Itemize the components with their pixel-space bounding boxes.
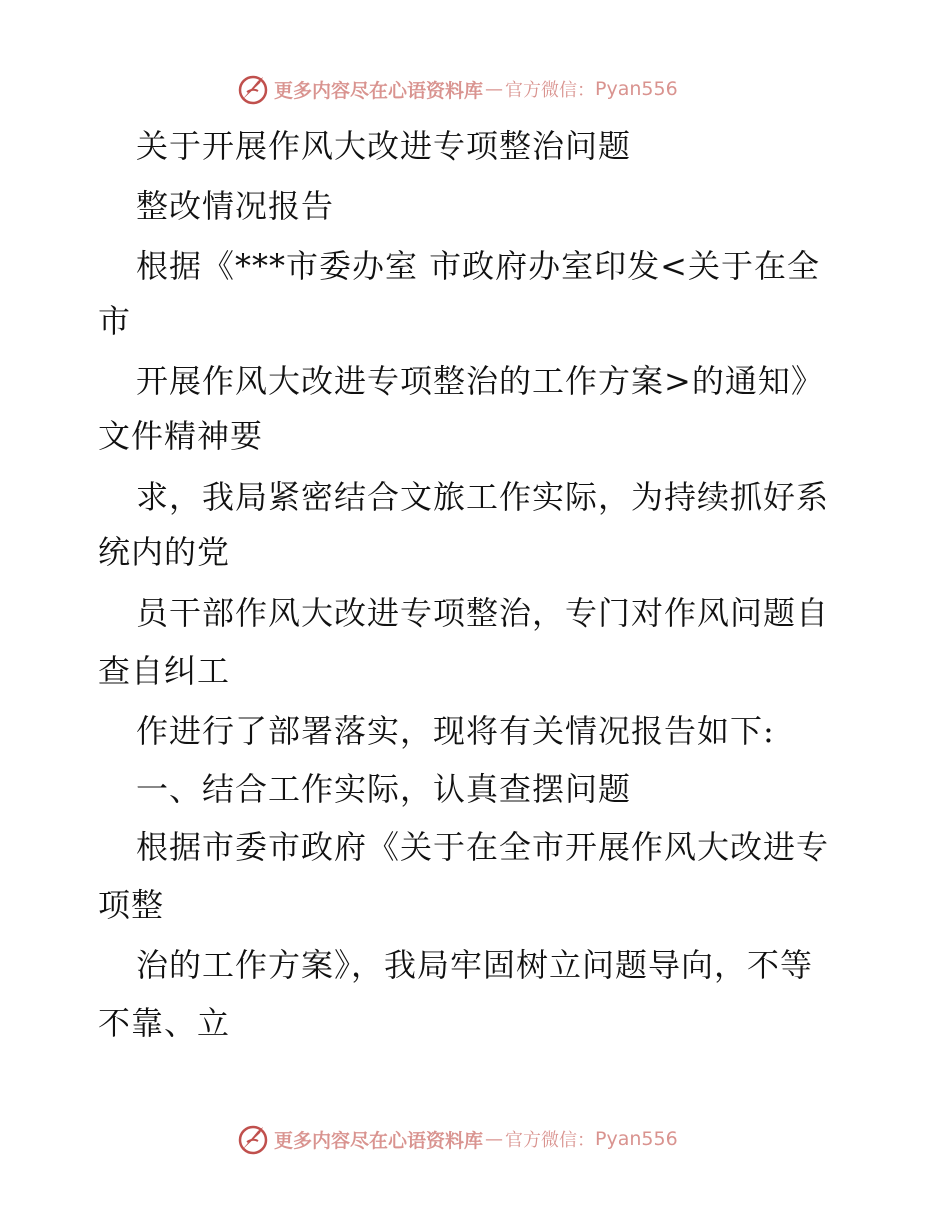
doc-paragraph-line: 作进行了部署落实，现将有关情况报告如下: (136, 712, 775, 750)
banner-text: 更多内容尽在心语资料库 (274, 1129, 484, 1152)
doc-title-line-2: 整改情况报告 (136, 187, 335, 225)
doc-paragraph-line: 开展作风大改进专项整治的工作方案>的通知》 (136, 362, 824, 400)
doc-title-line-1: 关于开展作风大改进专项整治问题 (136, 127, 632, 165)
banner-wechat-id: Pyan556 (595, 1128, 678, 1150)
doc-paragraph-line: 根据《***市委办室 市政府办室印发<关于在全 (136, 247, 820, 285)
banner-wechat-label: 官方微信： (505, 80, 596, 101)
doc-paragraph-line: 文件精神要 (98, 417, 264, 455)
quill-pen-circle-icon (236, 72, 270, 106)
doc-paragraph-line: 统内的党 (98, 533, 231, 571)
doc-paragraph-line: 查自纠工 (98, 652, 231, 690)
header-watermark-banner (236, 72, 716, 106)
doc-paragraph-line: 不靠、立 (98, 1004, 231, 1042)
banner-text: 更多内容尽在心语资料库 (274, 79, 484, 102)
doc-paragraph-line: 求，我局紧密结合文旅工作实际，为持续抓好系 (136, 478, 830, 516)
footer-watermark-banner (236, 1122, 716, 1156)
banner-wechat-id: Pyan556 (595, 78, 678, 100)
banner-wechat-label: 官方微信： (505, 1130, 596, 1151)
doc-paragraph-line: 市 (98, 302, 132, 340)
doc-paragraph-line: 治的工作方案》，我局牢固树立问题导向，不等 (136, 946, 814, 984)
banner-separator: — (485, 1128, 504, 1150)
doc-paragraph-line: 根据市委市政府《关于在全市开展作风大改进专 (136, 828, 830, 866)
doc-section-heading: 一、结合工作实际，认真查摆问题 (136, 770, 632, 808)
banner-separator: — (485, 78, 504, 100)
quill-pen-circle-icon (236, 1122, 270, 1156)
doc-paragraph-line: 项整 (98, 886, 165, 924)
doc-paragraph-line: 员干部作风大改进专项整治，专门对作风问题自 (136, 594, 830, 632)
